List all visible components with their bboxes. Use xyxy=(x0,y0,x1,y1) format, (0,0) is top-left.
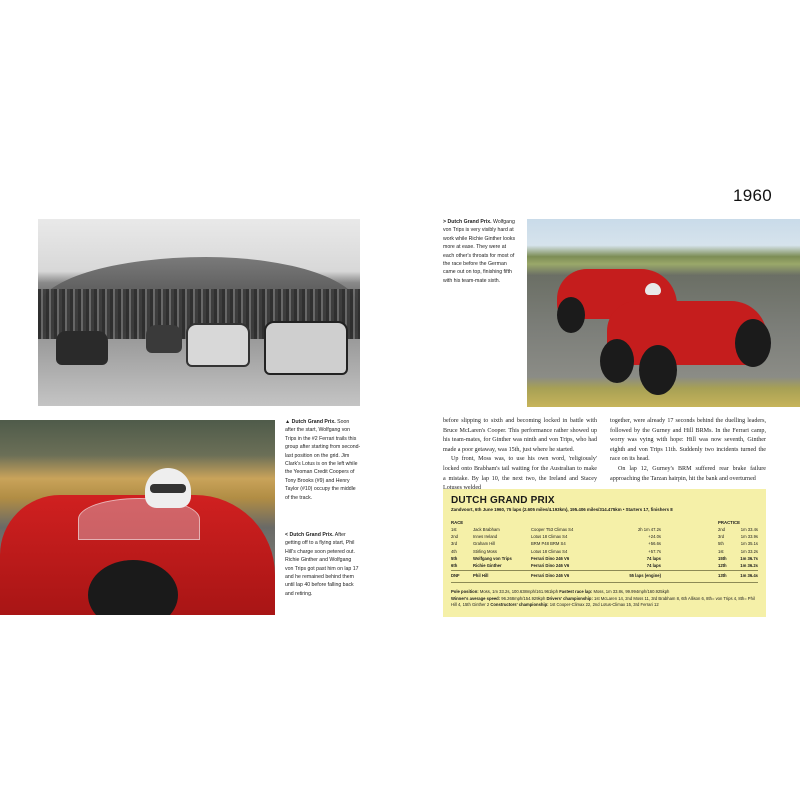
result-cell-grid: 2nd xyxy=(718,527,725,532)
table-row xyxy=(443,534,766,541)
result-cell-car: Ferrari Dino 246 V6 xyxy=(531,555,570,561)
photo-ferraris-on-track xyxy=(527,219,800,407)
photo-dutch-gp-start-bw xyxy=(38,219,360,406)
result-cell-driver: Stirling Moss xyxy=(473,548,497,554)
result-cell-ptime: 1m 33.4s xyxy=(740,527,758,532)
result-cell-driver: Jack Brabham xyxy=(473,527,500,532)
result-cell-time: 74 laps xyxy=(646,563,661,568)
results-notes: Pole position: Moss, 1m 33.2s, 100.638mph/161.961kph Fastest race lap: Moss, 1m 33.8s, 99.994mph/160.925kph Winner's average speed: 96.268mph/154.929kph Drivers' championship: 1st McLaren 14, 2nd Moss 11, 3rd Brabham 8, 6th Allison 6, 8th= von Trips 4, 8th= Phil Hill 4, 15th Ginther 2 Constructors' championship: 1st Cooper-Climax 22, 2nd Lotus-Climax 15, 3rd Ferrari 12 xyxy=(451,589,755,608)
table-row xyxy=(443,573,766,580)
result-cell-ptime: 1m 36.2s xyxy=(740,563,758,568)
result-cell-time: 55 laps (engine) xyxy=(629,573,661,579)
race-car xyxy=(146,325,182,353)
result-cell-time: +24.0s xyxy=(648,534,661,540)
result-cell-pos: DNF xyxy=(451,573,460,579)
result-cell-grid: 13th xyxy=(718,573,727,579)
race-results-box xyxy=(443,489,766,617)
result-cell-driver: Graham Hill xyxy=(473,541,496,547)
table-row xyxy=(443,527,766,534)
race-car xyxy=(264,321,348,375)
caption-top-right: > Dutch Grand Prix. Wolfgang von Trips is very visibly hard at work while Richie Ginther looks more at ease. They were at each other's throats for most of the race before the German came out on top, finishing fifth with his team-mate sixth. xyxy=(443,219,516,284)
results-subtitle: Zandvoort, 6th June 1960, 75 laps (2.605 miles/4.193km), 195.406 miles/314.475km • Starters 17, finishers 8 xyxy=(451,507,673,512)
results-row-divider xyxy=(451,570,758,571)
result-cell-car: Lotus 18 Climax S4 xyxy=(531,548,568,554)
table-row xyxy=(443,541,766,548)
result-cell-ptime: 1m 33.2s xyxy=(740,548,758,554)
table-row xyxy=(443,563,766,570)
result-cell-pos: 5th xyxy=(451,555,458,561)
result-cell-grid: 5th xyxy=(718,541,724,547)
result-cell-driver: Phil Hill xyxy=(473,573,489,579)
result-cell-car: Cooper T53 Climax S4 xyxy=(531,527,574,532)
result-cell-grid: 3rd xyxy=(718,534,725,540)
race-column-header: RACE xyxy=(451,520,464,525)
result-cell-grid: 1st xyxy=(718,548,724,554)
photo-phil-hill-ferrari xyxy=(0,420,275,615)
race-car xyxy=(56,331,108,365)
table-row xyxy=(443,556,766,563)
practice-column-header: PRACTICE xyxy=(718,520,740,525)
result-cell-time: +56.6s xyxy=(648,541,661,547)
result-cell-time: 2h 1m 47.2s xyxy=(637,527,661,532)
result-cell-driver: Richie Ginther xyxy=(473,563,502,568)
result-cell-time: +57.7s xyxy=(648,548,661,554)
result-cell-ptime: 1m 33.9s xyxy=(740,534,758,540)
results-title: DUTCH GRAND PRIX xyxy=(451,495,555,506)
page-year-heading: 1960 xyxy=(733,186,773,205)
result-cell-driver: Wolfgang von Trips xyxy=(473,555,512,561)
result-cell-pos: 6th xyxy=(451,563,458,568)
result-cell-pos: 4th xyxy=(451,548,457,554)
caption-middle-left: ▲ Dutch Grand Prix. Soon after the start, Wolfgang von Trips in the #2 Ferrari trails this group after starting from second-last position on the grid. Jim Clark's Lotus is on the left while the Yeoman Credit Coopers of Tony Brooks (#9) and Henry Taylor (#10) occupy the middle of the track. xyxy=(285,419,361,501)
result-cell-ptime: 1m 35.1s xyxy=(740,541,758,547)
result-cell-ptime: 1m 36.4s xyxy=(740,573,758,579)
result-cell-grid: 12th xyxy=(718,563,727,568)
table-row xyxy=(443,549,766,556)
race-car xyxy=(186,323,250,367)
result-cell-car: Lotus 18 Climax S4 xyxy=(531,534,568,540)
result-cell-pos: 1st xyxy=(451,527,457,532)
result-cell-car: BRM P48 BRM S4 xyxy=(531,541,566,547)
body-column-1: before slipping to sixth and becoming locked in battle with Bruce McLaren's Cooper. This performance rather showed up his team-mates, for Ginther was ninth and von Trips, who had made a poor getaway, was 15th, just where he started. Up front, Moss was, to use his own word, 'religiously' locked onto Brabham's tail waiting for the Australian to make a mistake. By lap 10, the next two, the Ireland and Stacey xyxy=(443,418,597,482)
result-cell-ptime: 1m 36.7s xyxy=(740,555,758,561)
result-cell-car: Ferrari Dino 246 V6 xyxy=(531,563,570,568)
caption-bottom-left: < Dutch Grand Prix. After getting off to a flying start, Phil Hill's charge soon petered out. Richie Ginther and Wolfgang von Trips got past him on lap 17 and he remained behind them until lap 40 before falling back and retiring. xyxy=(285,532,359,597)
result-cell-car: Ferrari Dino 246 V6 xyxy=(531,573,570,579)
results-divider xyxy=(451,582,758,583)
result-cell-pos: 2nd xyxy=(451,534,458,540)
body-column-2: together, were already 17 seconds behind the duelling leaders, followed by the Gurney and Hill BRMs. In the Ferrari camp, worry was vying with hope: Hill was now seventh, Ginther eighth and von Trips 11th. Suddenly two incidents turned the race on its head. On lap 12, Gurney's BRM suffered rear brake failure approaching the Tarzan hairpin, hit the bank and overturned xyxy=(610,418,766,482)
result-cell-grid: 15th xyxy=(718,555,727,561)
result-cell-time: 74 laps xyxy=(646,555,661,561)
result-cell-driver: Innes Ireland xyxy=(473,534,498,540)
driver-helmet xyxy=(645,283,661,295)
result-cell-pos: 3rd xyxy=(451,541,458,547)
